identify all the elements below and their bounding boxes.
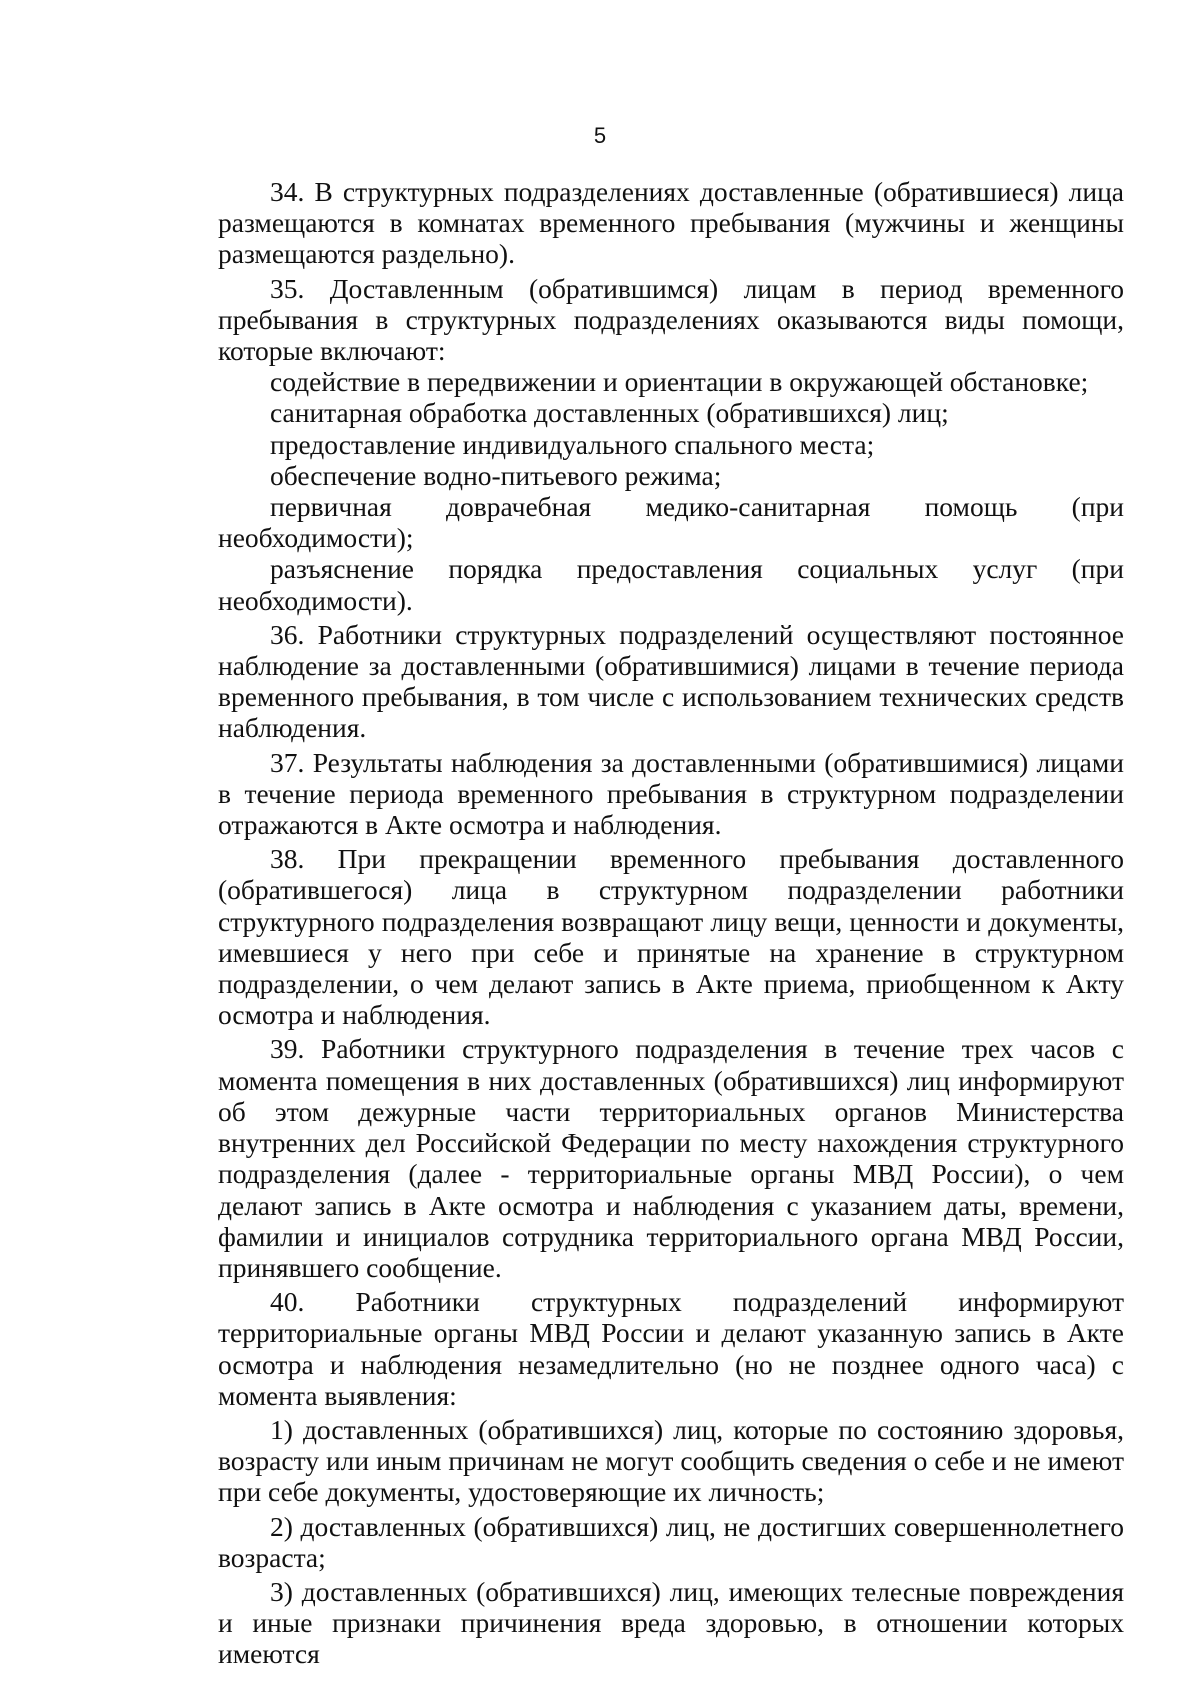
assistance-item-drinking-regime: обеспечение водно-питьевого режима; xyxy=(270,459,722,491)
paragraph-34: 34. В структурных подразделениях доставленные (обратившиеся) лица размещаются в комнатах временного пребывания (мужчины и женщины размещаются раздельно). xyxy=(218,176,1124,270)
paragraph-40: 40. Работники структурных подразделений информируют территориальные органы МВД России и делают указанную запись в Акте осмотра и наблюдения незамедлительно (но не позднее одного часа) с момента выявления: xyxy=(218,1286,1124,1411)
paragraph-38: 38. При прекращении временного пребывания доставленного (обратившегося) лица в структурном подразделении работники структурного подразделения возвращают лицу вещи, ценности и документы, имевшиеся у него при себе и принятые на хранение в структурном подразделении, о чем делают запись в Акте приема, приобщенном к Акту осмотра и наблюдения. xyxy=(218,843,1124,1031)
notification-case-2: 2) доставленных (обратившихся) лиц, не достигших совершеннолетнего возраста; xyxy=(218,1510,1124,1573)
assistance-item-social-services: разъяснение порядка предоставления социальных услуг (при необходимости). xyxy=(218,553,1124,616)
assistance-item-medical-help: первичная доврачебная медико-санитарная помощь (при необходимости); xyxy=(218,491,1124,554)
paragraph-35: 35. Доставленным (обратившимся) лицам в период временного пребывания в структурных подразделениях оказываются виды помощи, которые включают: xyxy=(218,272,1124,367)
assistance-item-movement: содействие в передвижении и ориентации в окружающей обстановке; xyxy=(270,366,1089,398)
notification-case-3: 3) доставленных (обратившихся) лиц, имеющих телесные повреждения и иные признаки причинения вреда здоровью, в отношении которых имеются xyxy=(218,1575,1124,1670)
assistance-item-sleeping-place: предоставление индивидуального спального места; xyxy=(270,428,875,460)
notification-case-1: 1) доставленных (обратившихся) лиц, которые по состоянию здоровья, возрасту или иным причинам не могут сообщить сведения о себе и не имеют при себе документы, удостоверяющие их личность; xyxy=(218,1413,1124,1508)
paragraph-36: 36. Работники структурных подразделений осуществляют постоянное наблюдение за доставленными (обратившимися) лицами в течение периода временного пребывания, в том числе с использованием технических средств наблюдения. xyxy=(218,618,1124,744)
assistance-item-sanitation: санитарная обработка доставленных (обратившихся) лиц; xyxy=(270,397,949,429)
paragraph-37: 37. Результаты наблюдения за доставленными (обратившимися) лицами в течение периода временного пребывания в структурном подразделении отражаются в Акте осмотра и наблюдения. xyxy=(218,746,1124,841)
document-body xyxy=(218,176,1124,1670)
paragraph-39: 39. Работники структурного подразделения в течение трех часов с момента помещения в них доставленных (обратившихся) лиц информируют об этом дежурные части территориальных органов Министерства внутренних дел Российской Федерации по месту нахождения структурного подразделения (далее - территориальные органы МВД России), о чем делают запись в Акте осмотра и наблюдения с указанием даты, времени, фамилии и инициалов сотрудника территориального органа МВД России, принявшего сообщение. xyxy=(218,1033,1124,1283)
page-number: 5 xyxy=(593,123,607,148)
